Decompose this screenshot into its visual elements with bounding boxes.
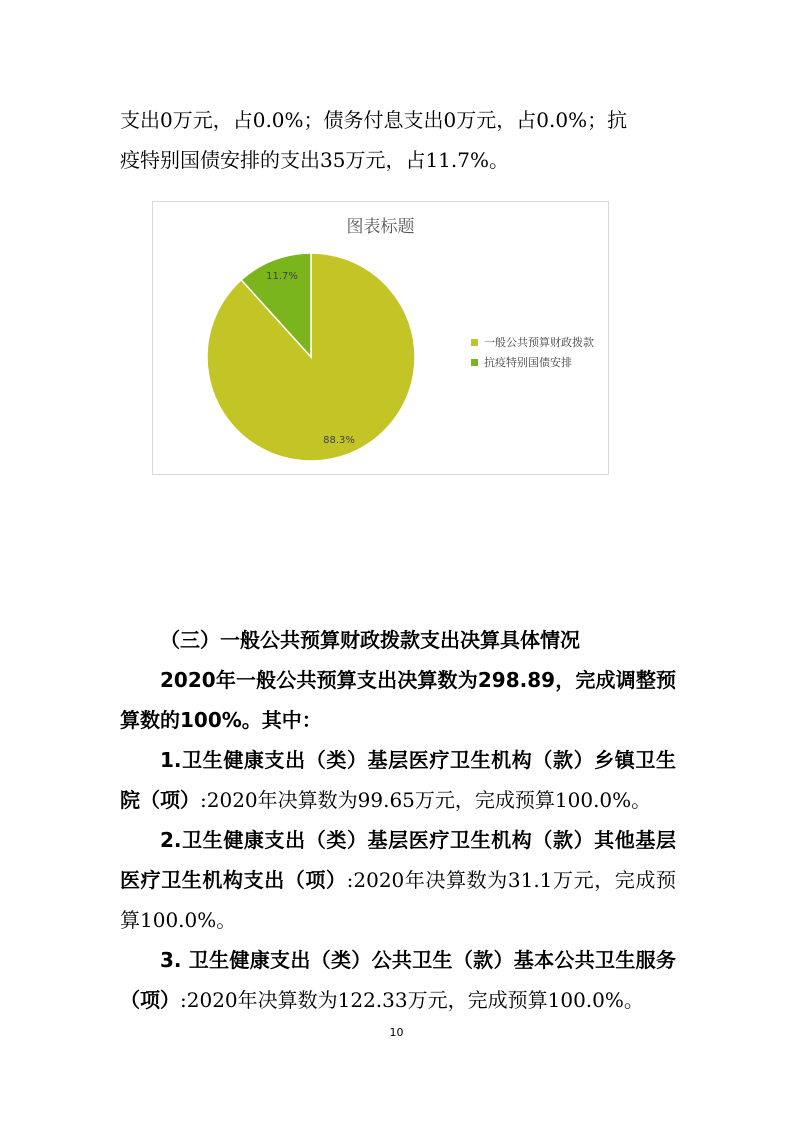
item-detail: :2020年决算数为99.65万元，完成预算100.0%。 (200, 788, 652, 812)
legend-label: 一般公共预算财政拨款 (484, 336, 594, 349)
list-item (120, 820, 676, 940)
pie-data-label: 11.7% (266, 271, 298, 282)
item-label: 2.卫生健康支出（类）基层医疗卫生机构（款）其他基层医疗卫生机构支出（项） (120, 828, 676, 892)
legend-swatch (471, 339, 478, 346)
item-detail: :2020年决算数为122.33万元，完成预算100.0%。 (180, 988, 644, 1012)
pie-data-label: 88.3% (323, 435, 355, 446)
chart-title: 图表标题 (346, 217, 415, 237)
legend-item (471, 332, 594, 352)
item-label: 3. 卫生健康支出（类）公共卫生（款）基本公共卫生服务（项） (120, 948, 676, 1012)
text-line: 支出0万元，占0.0%；债务付息支出0万元，占0.0%；抗 (120, 108, 628, 132)
legend-item (471, 352, 594, 372)
text-line: 疫特别国债安排的支出35万元，占11.7%。 (120, 148, 509, 172)
list-item (120, 740, 676, 820)
body-text-top (120, 100, 676, 180)
item-detail: :2020年决算数为31.1万元，完成预算100.0%。 (120, 868, 677, 932)
list-item (120, 940, 676, 1020)
chart-legend (471, 332, 594, 372)
item-label: 1.卫生健康支出（类）基层医疗卫生机构（款）乡镇卫生院（项） (120, 748, 676, 812)
legend-swatch (471, 359, 478, 366)
legend-label: 抗疫特别国债安排 (484, 356, 572, 369)
section-intro: 2020年一般公共预算支出决算数为298.89，完成调整预算数的100%。其中： (120, 668, 676, 732)
pie-chart (152, 201, 609, 475)
page-number: 10 (389, 1026, 404, 1039)
section-heading: （三）一般公共预算财政拨款支出决算具体情况 (160, 628, 580, 652)
